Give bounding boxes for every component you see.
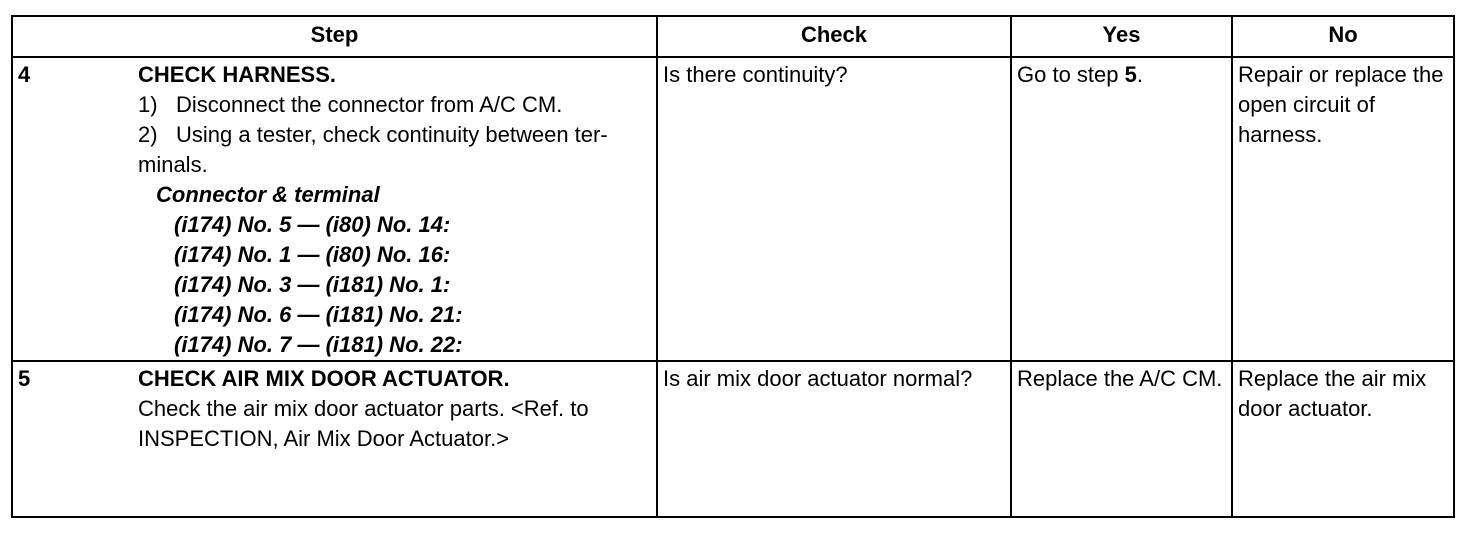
instruction-1-number: 1)	[138, 92, 158, 117]
yes-step-ref: 5	[1124, 62, 1137, 87]
header-no: No	[1232, 16, 1454, 57]
instruction-2-text-a: Using a tester, check continuity between ter-	[176, 122, 608, 147]
instruction-1-text: Disconnect the connector from A/C CM.	[176, 92, 563, 117]
yes-suffix: .	[1136, 62, 1143, 87]
diagnostic-table	[11, 15, 1455, 518]
header-check: Check	[657, 16, 1011, 57]
check-cell: Is there continuity?	[657, 57, 1011, 361]
yes-cell: Replace the A/C CM.	[1011, 361, 1232, 517]
connector-item: (i174) No. 3 — (i181) No. 1:	[174, 272, 451, 297]
yes-prefix: Go to step	[1017, 62, 1125, 87]
header-step: Step	[12, 16, 657, 57]
step-number: 5	[18, 366, 31, 391]
yes-cell	[1011, 57, 1232, 361]
instruction-2-text-b: minals.	[138, 152, 208, 177]
instruction-2-number: 2)	[138, 122, 158, 147]
connector-heading: Connector & terminal	[156, 182, 380, 207]
no-cell: Repair or replace the open circuit of harness.	[1232, 57, 1454, 361]
step-body-text: Check the air mix door actuator parts. <Ref. to INSPECTION, Air Mix Door Actuator.>	[138, 396, 589, 451]
step-title: CHECK HARNESS.	[138, 62, 337, 87]
instruction-2	[138, 120, 651, 150]
table-row-step-4	[12, 57, 1454, 361]
connector-item: (i174) No. 1 — (i80) No. 16:	[174, 242, 451, 267]
connector-item: (i174) No. 5 — (i80) No. 14:	[174, 212, 451, 237]
table-row-step-5	[12, 361, 1454, 517]
connector-item: (i174) No. 7 — (i181) No. 22:	[174, 332, 463, 357]
check-cell: Is air mix door actuator normal?	[657, 361, 1011, 517]
instruction-1	[138, 90, 651, 120]
step-cell	[12, 361, 657, 517]
no-cell: Replace the air mix door actuator.	[1232, 361, 1454, 517]
step-title: CHECK AIR MIX DOOR ACTUATOR.	[138, 366, 510, 391]
step-cell	[12, 57, 657, 361]
table-header-row	[12, 16, 1454, 57]
header-yes: Yes	[1011, 16, 1232, 57]
step-number: 4	[18, 62, 31, 87]
connector-item: (i174) No. 6 — (i181) No. 21:	[174, 302, 463, 327]
